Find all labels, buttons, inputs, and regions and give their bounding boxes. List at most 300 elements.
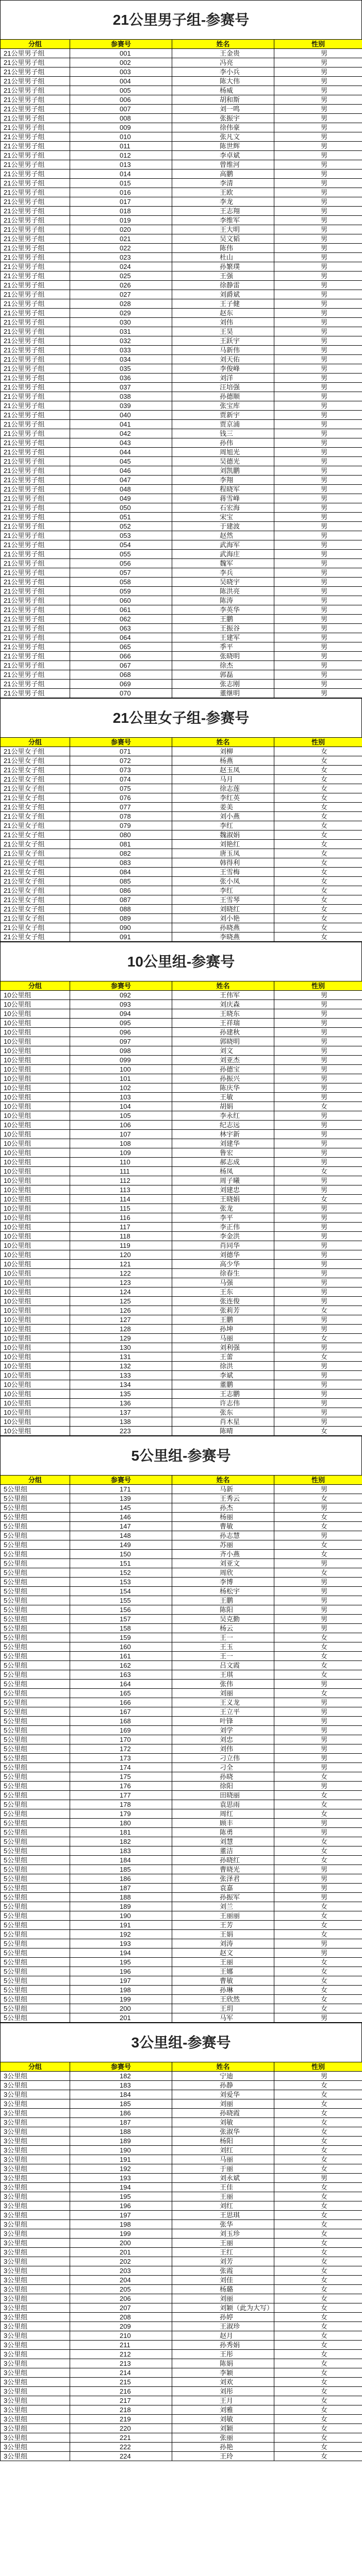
name-cell: 张凡文 xyxy=(172,132,274,142)
name-cell: 刘忠 xyxy=(172,1735,274,1744)
table-row xyxy=(1,1167,362,1176)
name-cell: 王丽 xyxy=(172,2192,274,2201)
gender-cell: 男 xyxy=(274,1744,362,1754)
table-row xyxy=(1,160,362,170)
bib-number-cell: 064 xyxy=(70,633,172,642)
gender-cell: 男 xyxy=(274,1380,362,1389)
table-row xyxy=(1,1652,362,1661)
group-cell: 10公里组 xyxy=(1,1139,70,1148)
bib-number-cell: 088 xyxy=(70,905,172,914)
table-row xyxy=(1,429,362,438)
group-cell: 10公里组 xyxy=(1,1362,70,1371)
name-cell: 王建军 xyxy=(172,633,274,642)
bib-number-cell: 224 xyxy=(70,2452,172,2461)
table-row xyxy=(1,2266,362,2276)
bib-number-cell: 222 xyxy=(70,2443,172,2452)
group-cell: 21公里男子组 xyxy=(1,86,70,95)
bib-number-cell: 117 xyxy=(70,1223,172,1232)
name-cell: 陈涛 xyxy=(172,596,274,605)
table-row xyxy=(1,1269,362,1278)
gender-cell: 女 xyxy=(274,2452,362,2461)
table-row xyxy=(1,914,362,923)
group-cell: 10公里组 xyxy=(1,1371,70,1380)
bib-number-cell: 003 xyxy=(70,67,172,77)
table-row xyxy=(1,1578,362,1587)
gender-cell: 女 xyxy=(274,2443,362,2452)
name-cell: 刘涛 xyxy=(172,1939,274,1948)
bib-number-cell: 153 xyxy=(70,1578,172,1587)
column-header: 性别 xyxy=(274,40,362,49)
table-row xyxy=(1,2359,362,2368)
gender-cell: 女 xyxy=(274,1642,362,1652)
bib-number-cell: 185 xyxy=(70,2099,172,2109)
gender-cell: 男 xyxy=(274,420,362,429)
group-cell: 21公里男子组 xyxy=(1,624,70,633)
name-cell: 王雪梅 xyxy=(172,868,274,877)
gender-cell: 女 xyxy=(274,2004,362,2013)
name-cell: 陈庆华 xyxy=(172,1083,274,1093)
table-row xyxy=(1,253,362,262)
name-cell: 王祥瑞 xyxy=(172,1019,274,1028)
name-cell: 刘柳 xyxy=(172,747,274,756)
name-cell: 周旭光 xyxy=(172,448,274,457)
name-cell: 汪培强 xyxy=(172,383,274,392)
bib-number-cell: 081 xyxy=(70,840,172,849)
gender-cell: 男 xyxy=(274,1009,362,1019)
group-cell: 21公里男子组 xyxy=(1,494,70,503)
name-cell: 胡娟 xyxy=(172,1102,274,1111)
group-cell: 5公里组 xyxy=(1,1874,70,1884)
gender-cell: 男 xyxy=(274,225,362,234)
group-cell: 3公里组 xyxy=(1,2276,70,2285)
group-cell: 10公里组 xyxy=(1,1185,70,1195)
table-header-row xyxy=(1,1476,362,1485)
group-cell: 3公里组 xyxy=(1,2248,70,2257)
name-cell: 王鹏 xyxy=(172,615,274,624)
group-cell: 3公里组 xyxy=(1,2072,70,2081)
table-row xyxy=(1,1074,362,1083)
group-cell: 10公里组 xyxy=(1,1158,70,1167)
name-cell: 郝志成 xyxy=(172,1158,274,1167)
name-cell: 季平 xyxy=(172,642,274,652)
gender-cell: 女 xyxy=(274,2099,362,2109)
group-cell: 3公里组 xyxy=(1,2174,70,2183)
group-cell: 10公里组 xyxy=(1,1278,70,1287)
column-header: 性别 xyxy=(274,738,362,747)
table-row xyxy=(1,2013,362,2023)
group-cell: 21公里女子组 xyxy=(1,858,70,868)
name-cell: 孙晓红 xyxy=(172,1856,274,1865)
bib-number-cell: 162 xyxy=(70,1661,172,1670)
name-cell: 贾新宇 xyxy=(172,411,274,420)
gender-cell: 女 xyxy=(274,895,362,905)
group-cell: 21公里女子组 xyxy=(1,868,70,877)
table-row xyxy=(1,197,362,207)
group-cell: 5公里组 xyxy=(1,1939,70,1948)
name-cell: 陈勇 xyxy=(172,1828,274,1837)
table-row xyxy=(1,1661,362,1670)
gender-cell: 男 xyxy=(274,327,362,336)
bib-number-cell: 171 xyxy=(70,1485,172,1494)
table-row xyxy=(1,1417,362,1427)
table-row xyxy=(1,1587,362,1596)
name-cell: 徐洪 xyxy=(172,1362,274,1371)
name-cell: 马新伟 xyxy=(172,346,274,355)
bib-number-cell: 220 xyxy=(70,2424,172,2433)
gender-cell: 女 xyxy=(274,849,362,858)
bib-number-cell: 046 xyxy=(70,466,172,476)
group-cell: 21公里男子组 xyxy=(1,346,70,355)
table-row xyxy=(1,448,362,457)
name-cell: 董鹏 xyxy=(172,1380,274,1389)
name-cell: 王丽 xyxy=(172,2239,274,2248)
gender-cell: 女 xyxy=(274,1846,362,1856)
gender-cell: 男 xyxy=(274,1828,362,1837)
group-cell: 5公里组 xyxy=(1,1735,70,1744)
table-row xyxy=(1,346,362,355)
gender-cell: 男 xyxy=(274,1074,362,1083)
table-row xyxy=(1,831,362,840)
gender-cell: 男 xyxy=(274,114,362,123)
gender-cell: 男 xyxy=(274,1019,362,1028)
column-header: 姓名 xyxy=(172,981,274,991)
group-cell: 5公里组 xyxy=(1,1846,70,1856)
bib-number-cell: 189 xyxy=(70,1902,172,1911)
group-cell: 21公里男子组 xyxy=(1,374,70,383)
name-cell: 刘一鸣 xyxy=(172,105,274,114)
table-row xyxy=(1,1362,362,1371)
gender-cell: 男 xyxy=(274,49,362,58)
group-cell: 10公里组 xyxy=(1,1287,70,1297)
group-cell: 5公里组 xyxy=(1,1707,70,1717)
bib-number-cell: 072 xyxy=(70,756,172,766)
group-cell: 5公里组 xyxy=(1,1596,70,1605)
group-cell: 21公里男子组 xyxy=(1,281,70,290)
table-row xyxy=(1,299,362,309)
gender-cell: 男 xyxy=(274,540,362,550)
name-cell: 赵东 xyxy=(172,309,274,318)
table-row xyxy=(1,105,362,114)
name-cell: 林宇新 xyxy=(172,1130,274,1139)
gender-cell: 男 xyxy=(274,991,362,1000)
name-cell: 周红 xyxy=(172,1809,274,1819)
group-cell: 21公里男子组 xyxy=(1,336,70,346)
bib-number-cell: 129 xyxy=(70,1334,172,1343)
table-row xyxy=(1,1503,362,1513)
name-cell: 石宏海 xyxy=(172,503,274,513)
gender-cell: 女 xyxy=(274,793,362,803)
table-row xyxy=(1,67,362,77)
table-row xyxy=(1,2211,362,2220)
gender-cell: 男 xyxy=(274,652,362,661)
gender-cell: 女 xyxy=(274,1513,362,1522)
group-cell: 5公里组 xyxy=(1,1828,70,1837)
group-cell: 10公里组 xyxy=(1,1093,70,1102)
table-row xyxy=(1,401,362,411)
gender-cell: 男 xyxy=(274,1083,362,1093)
name-cell: 刘晓红 xyxy=(172,905,274,914)
group-cell: 21公里男子组 xyxy=(1,587,70,596)
bib-number-cell: 182 xyxy=(70,2072,172,2081)
bib-number-cell: 151 xyxy=(70,1559,172,1568)
table-row xyxy=(1,642,362,652)
gender-cell: 女 xyxy=(274,766,362,775)
name-cell: 张泽君 xyxy=(172,1874,274,1884)
group-cell: 3公里组 xyxy=(1,2387,70,2396)
bib-number-cell: 192 xyxy=(70,1930,172,1939)
bib-number-cell: 055 xyxy=(70,550,172,559)
group-cell: 21公里男子组 xyxy=(1,253,70,262)
table-row xyxy=(1,438,362,448)
gender-cell: 女 xyxy=(274,1670,362,1680)
name-cell: 王佳 xyxy=(172,2183,274,2192)
table-row xyxy=(1,1698,362,1707)
name-cell: 刘永斌 xyxy=(172,2174,274,2183)
table-row xyxy=(1,2192,362,2201)
table-row xyxy=(1,2405,362,2415)
group-cell: 21公里男子组 xyxy=(1,216,70,225)
gender-cell: 男 xyxy=(274,1485,362,1494)
name-cell: 王玲 xyxy=(172,2452,274,2461)
gender-cell: 男 xyxy=(274,1241,362,1250)
table-row xyxy=(1,2004,362,2013)
table-row xyxy=(1,1185,362,1195)
name-cell: 顾丰 xyxy=(172,1819,274,1828)
name-cell: 吕文霞 xyxy=(172,1661,274,1670)
table-row xyxy=(1,1513,362,1522)
name-cell: 刘敏 xyxy=(172,2415,274,2424)
group-cell: 10公里组 xyxy=(1,1083,70,1093)
group-cell: 21公里女子组 xyxy=(1,886,70,895)
bib-number-cell: 048 xyxy=(70,485,172,494)
bib-number-cell: 181 xyxy=(70,1828,172,1837)
gender-cell: 男 xyxy=(274,1130,362,1139)
bib-number-cell: 185 xyxy=(70,1865,172,1874)
table-row xyxy=(1,858,362,868)
table-row xyxy=(1,2368,362,2378)
name-cell: 孙坤 xyxy=(172,1325,274,1334)
name-cell: 刘文 xyxy=(172,1046,274,1056)
gender-cell: 男 xyxy=(274,503,362,513)
gender-cell: 男 xyxy=(274,1874,362,1884)
table-row xyxy=(1,2396,362,2405)
name-cell: 曹敏 xyxy=(172,1522,274,1531)
name-cell: 孙晓 xyxy=(172,1772,274,1782)
name-cell: 孙繁璞 xyxy=(172,262,274,272)
gender-cell: 男 xyxy=(274,77,362,86)
gender-cell: 女 xyxy=(274,2155,362,2164)
table-row xyxy=(1,689,362,698)
bib-number-cell: 026 xyxy=(70,281,172,290)
gender-cell: 男 xyxy=(274,531,362,540)
table-row xyxy=(1,1809,362,1819)
bib-number-cell: 004 xyxy=(70,77,172,86)
group-cell: 5公里组 xyxy=(1,1605,70,1615)
gender-cell: 男 xyxy=(274,457,362,466)
bib-number-cell: 047 xyxy=(70,476,172,485)
bib-number-cell: 023 xyxy=(70,253,172,262)
group-cell: 10公里组 xyxy=(1,1297,70,1306)
bib-number-cell: 195 xyxy=(70,1958,172,1967)
name-cell: 刘庆森 xyxy=(172,1000,274,1009)
bib-number-cell: 183 xyxy=(70,1846,172,1856)
name-cell: 刘红 xyxy=(172,2201,274,2211)
table-row xyxy=(1,2452,362,2461)
bib-number-cell: 136 xyxy=(70,1399,172,1408)
bib-number-cell: 025 xyxy=(70,272,172,281)
bib-number-cell: 010 xyxy=(70,132,172,142)
table-row xyxy=(1,2118,362,2127)
gender-cell: 男 xyxy=(274,179,362,188)
table-row xyxy=(1,1380,362,1389)
table-row xyxy=(1,234,362,244)
group-cell: 10公里组 xyxy=(1,1121,70,1130)
bib-number-cell: 190 xyxy=(70,2146,172,2155)
table-row xyxy=(1,784,362,793)
column-header: 参赛号 xyxy=(70,738,172,747)
table-row xyxy=(1,1531,362,1540)
table-row xyxy=(1,633,362,642)
gender-cell: 女 xyxy=(274,1652,362,1661)
group-cell: 21公里男子组 xyxy=(1,680,70,689)
gender-cell: 男 xyxy=(274,1587,362,1596)
name-cell: 蒋雪峰 xyxy=(172,494,274,503)
gender-cell: 男 xyxy=(274,197,362,207)
name-cell: 陈世辉 xyxy=(172,142,274,151)
gender-cell: 女 xyxy=(274,1856,362,1865)
group-cell: 3公里组 xyxy=(1,2331,70,2341)
group-cell: 21公里男子组 xyxy=(1,114,70,123)
gender-cell: 女 xyxy=(274,2257,362,2266)
bib-number-cell: 159 xyxy=(70,1633,172,1642)
gender-cell: 男 xyxy=(274,1158,362,1167)
table-row xyxy=(1,1297,362,1306)
column-header: 参赛号 xyxy=(70,40,172,49)
table-row xyxy=(1,1948,362,1958)
name-cell: 王丽 xyxy=(172,1958,274,1967)
table-row xyxy=(1,886,362,895)
bib-number-cell: 077 xyxy=(70,803,172,812)
bib-number-cell: 221 xyxy=(70,2433,172,2443)
gender-cell: 女 xyxy=(274,1967,362,1976)
gender-cell: 男 xyxy=(274,1315,362,1325)
group-cell: 10公里组 xyxy=(1,1343,70,1352)
gender-cell: 男 xyxy=(274,1399,362,1408)
gender-cell: 男 xyxy=(274,58,362,67)
bib-number-cell: 138 xyxy=(70,1417,172,1427)
bib-number-cell: 013 xyxy=(70,160,172,170)
table-row xyxy=(1,670,362,680)
bib-number-cell: 125 xyxy=(70,1297,172,1306)
group-cell: 5公里组 xyxy=(1,1642,70,1652)
name-cell: 王秀云 xyxy=(172,1494,274,1503)
group-cell: 10公里组 xyxy=(1,1380,70,1389)
bib-number-cell: 063 xyxy=(70,624,172,633)
bib-number-cell: 015 xyxy=(70,179,172,188)
name-cell: 马军 xyxy=(172,2013,274,2023)
table-row xyxy=(1,2378,362,2387)
group-cell: 21公里女子组 xyxy=(1,933,70,942)
gender-cell: 女 xyxy=(274,1772,362,1782)
name-cell: 李俊峰 xyxy=(172,364,274,374)
bib-number-cell: 126 xyxy=(70,1306,172,1315)
table-row xyxy=(1,1065,362,1074)
table-row xyxy=(1,1399,362,1408)
table-row xyxy=(1,420,362,429)
name-cell: 李翔 xyxy=(172,476,274,485)
group-cell: 21公里女子组 xyxy=(1,821,70,831)
group-cell: 5公里组 xyxy=(1,1698,70,1707)
name-cell: 孙德顺 xyxy=(172,392,274,401)
gender-cell: 男 xyxy=(274,1093,362,1102)
bib-number-cell: 131 xyxy=(70,1352,172,1362)
bib-number-cell: 201 xyxy=(70,2013,172,2023)
bib-number-cell: 052 xyxy=(70,522,172,531)
table-row xyxy=(1,1856,362,1865)
bib-number-cell: 008 xyxy=(70,114,172,123)
bib-number-cell: 065 xyxy=(70,642,172,652)
gender-cell: 女 xyxy=(274,2201,362,2211)
name-cell: 冯亮 xyxy=(172,58,274,67)
gender-cell: 男 xyxy=(274,466,362,476)
name-cell: 刘丽 xyxy=(172,2294,274,2303)
bib-number-cell: 216 xyxy=(70,2387,172,2396)
bib-number-cell: 075 xyxy=(70,784,172,793)
name-cell: 刘红 xyxy=(172,2146,274,2155)
group-cell: 10公里组 xyxy=(1,1417,70,1427)
group-cell: 5公里组 xyxy=(1,1911,70,1921)
bib-number-cell: 135 xyxy=(70,1389,172,1399)
bib-number-cell: 098 xyxy=(70,1046,172,1056)
bib-number-cell: 160 xyxy=(70,1642,172,1652)
group-cell: 10公里组 xyxy=(1,1065,70,1074)
name-cell: 肖木星 xyxy=(172,1417,274,1427)
name-cell: 李龙 xyxy=(172,197,274,207)
table-row xyxy=(1,1093,362,1102)
table-row xyxy=(1,1083,362,1093)
bib-number-cell: 078 xyxy=(70,812,172,821)
group-cell: 3公里组 xyxy=(1,2424,70,2433)
bib-number-cell: 104 xyxy=(70,1102,172,1111)
group-cell: 5公里组 xyxy=(1,1522,70,1531)
table-row xyxy=(1,355,362,364)
name-cell: 王娟 xyxy=(172,1930,274,1939)
table-row xyxy=(1,1800,362,1809)
group-cell: 21公里男子组 xyxy=(1,522,70,531)
bib-number-cell: 175 xyxy=(70,1772,172,1782)
group-cell: 21公里女子组 xyxy=(1,775,70,784)
name-cell: 张宝库 xyxy=(172,401,274,411)
table-row xyxy=(1,179,362,188)
gender-cell: 男 xyxy=(274,1297,362,1306)
gender-cell: 女 xyxy=(274,2368,362,2378)
gender-cell: 男 xyxy=(274,67,362,77)
gender-cell: 男 xyxy=(274,1148,362,1158)
gender-cell: 男 xyxy=(274,568,362,578)
bib-number-cell: 080 xyxy=(70,831,172,840)
table-row xyxy=(1,86,362,95)
gender-cell: 男 xyxy=(274,383,362,392)
table-row xyxy=(1,1037,362,1046)
group-cell: 10公里组 xyxy=(1,1111,70,1121)
name-cell: 李兵 xyxy=(172,568,274,578)
bib-number-cell: 166 xyxy=(70,1698,172,1707)
name-cell: 王一 xyxy=(172,1633,274,1642)
table-row xyxy=(1,1176,362,1185)
bib-number-cell: 190 xyxy=(70,1911,172,1921)
bib-number-cell: 177 xyxy=(70,1791,172,1800)
bib-number-cell: 100 xyxy=(70,1065,172,1074)
